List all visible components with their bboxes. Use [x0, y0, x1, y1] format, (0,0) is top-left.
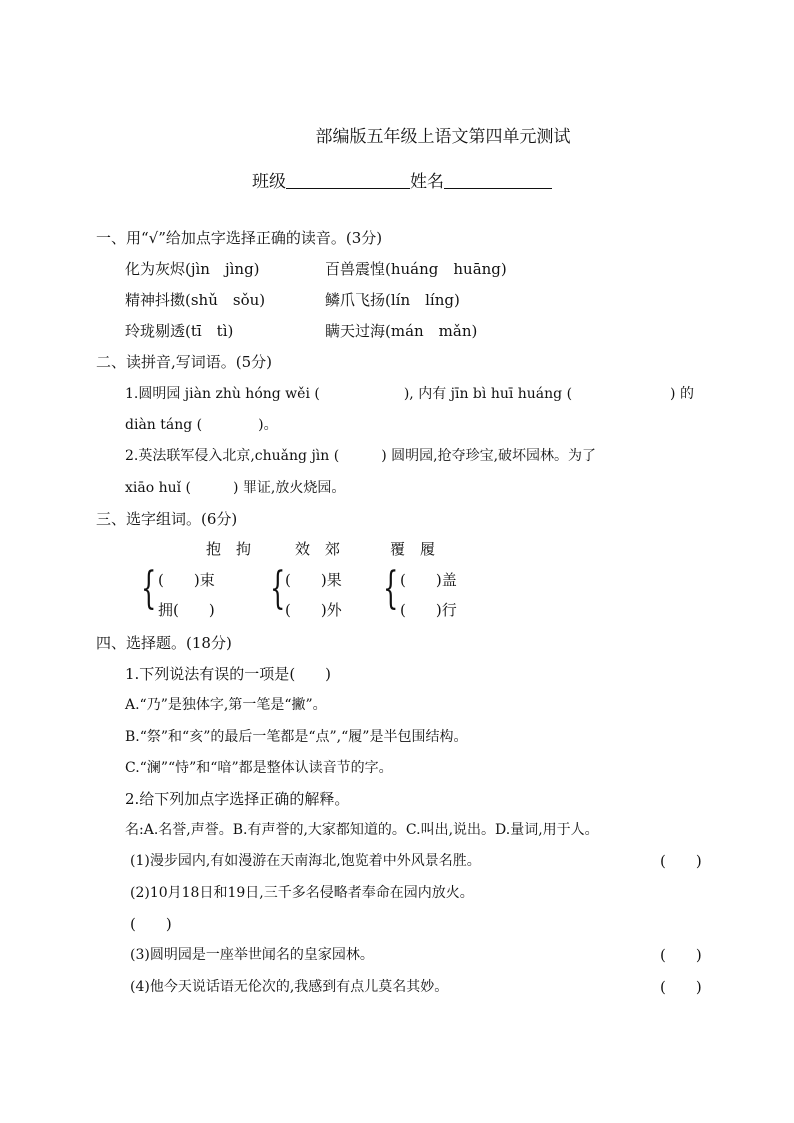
s3-group1-chars: 抱 拘	[206, 540, 252, 558]
s3-group2-chars: 效 郊	[295, 540, 341, 558]
s4-q2-item-1: (1)漫步园内,有如漫游在天南海北,饱览着中外风景名胜。	[130, 853, 481, 869]
s4-q1-option-a: A.“乃”是独体字,第一笔是“撇”。	[125, 697, 327, 713]
class-label: 班级	[252, 172, 286, 192]
brace-symbol: {	[141, 563, 157, 614]
s4-q1: 1.下列说法有误的一项是( )	[125, 665, 332, 683]
s3-group3-chars: 覆 履	[390, 540, 436, 558]
class-name-line	[252, 171, 552, 193]
s4-q1-option-c: C.“澜”“恃”和“喑”都是整体认读音节的字。	[125, 760, 393, 776]
s4-q2-item-2: (2)10月18日和19日,三千多名侵略者奉命在园内放火。	[130, 885, 474, 901]
section2-heading: 二、读拼音,写词语。(5分)	[96, 353, 273, 371]
answer-blank: ( )	[660, 978, 702, 996]
section4-heading: 四、选择题。(18分)	[96, 634, 232, 652]
s4-q2: 2.给下列加点字选择正确的解释。	[125, 790, 350, 808]
s3-group1-line2: 拥( )	[158, 601, 215, 619]
s2-q1-line1: 1.圆明园 jiàn zhù hóng wěi ( ), 内有 jīn bì huī huáng ( ) 的	[125, 386, 694, 402]
s4-q2-item-3: (3)圆明园是一座举世闻名的皇家园林。	[130, 947, 374, 963]
s2-q2-line2: xiāo huǐ ( ) 罪证,放火烧园。	[125, 480, 346, 496]
s1-item: 化为灰烬(jìn jìng)	[125, 260, 260, 278]
s4-q2-item-4: (4)他今天说话语无伦次的,我感到有点儿莫名其妙。	[130, 979, 449, 995]
answer-blank: ( )	[660, 852, 702, 870]
s1-item: 玲珑剔透(tī tì)	[125, 322, 234, 340]
section3-heading: 三、选字组词。(6分)	[96, 510, 238, 528]
s3-group3-line1: ( )盖	[400, 571, 457, 589]
s3-group1-line1: ( )束	[158, 571, 215, 589]
brace-symbol: {	[270, 563, 286, 614]
name-blank	[444, 172, 552, 189]
title-text: 部编版五年级上语文第四单元测试	[315, 127, 571, 147]
section1-heading: 一、用“√”给加点字选择正确的读音。(3分)	[96, 229, 383, 247]
s1-item: 鳞爪飞扬(lín líng)	[325, 291, 460, 309]
brace-symbol: {	[383, 563, 399, 614]
s1-item: 精神抖擞(shǔ sǒu)	[125, 291, 266, 309]
s3-group3-line2: ( )行	[400, 601, 457, 619]
s1-item: 瞒天过海(mán mǎn)	[325, 322, 478, 340]
name-label: 姓名	[410, 172, 444, 192]
page-title	[0, 126, 794, 148]
s3-group2-line2: ( )外	[285, 601, 342, 619]
s1-item: 百兽震惶(huáng huāng)	[325, 260, 507, 278]
answer-blank: ( )	[660, 946, 702, 964]
answer-blank: ( )	[130, 915, 172, 933]
class-blank	[286, 172, 410, 189]
s4-q2-meanings: 名:A.名誉,声誉。B.有声誉的,大家都知道的。C.叫出,说出。D.量词,用于人。	[125, 822, 599, 838]
s4-q1-option-b: B.“祭”和“亥”的最后一笔都是“点”,“履”是半包围结构。	[125, 729, 468, 745]
s2-q2-line1: 2.英法联军侵入北京,chuǎng jìn ( ) 圆明园,抢夺珍宝,破坏园林。为了	[125, 448, 597, 464]
s2-q1-line2: diàn táng ( )。	[125, 417, 278, 433]
s3-group2-line1: ( )果	[285, 571, 342, 589]
